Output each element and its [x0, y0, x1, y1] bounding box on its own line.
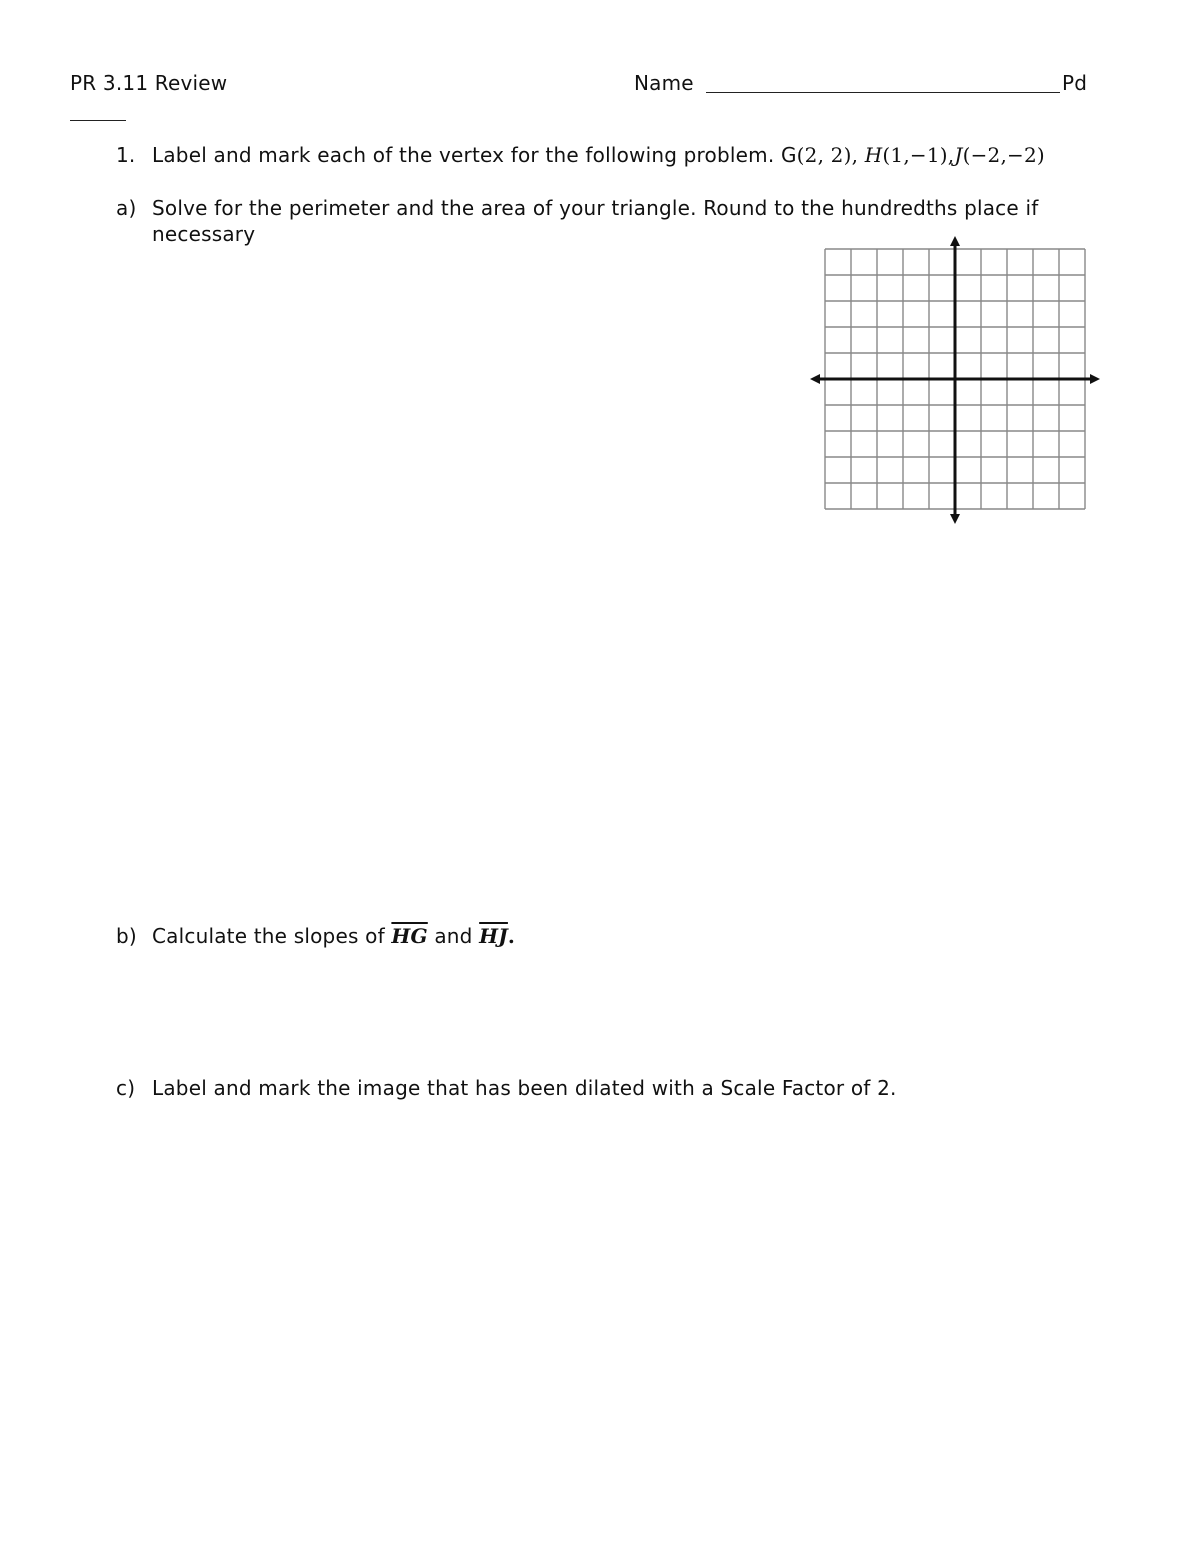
x-axis-right-arrow: [1090, 374, 1100, 384]
name-blank-line: [706, 92, 1060, 93]
segment-hg: $\overline{HG}$: [391, 924, 428, 948]
part-c-label: c): [116, 1076, 136, 1100]
part-c-text: Label and mark the image that has been dilated with a Scale Factor of 2.: [152, 1076, 897, 1100]
x-axis-left-arrow: [810, 374, 820, 384]
part-b-label: b): [116, 924, 137, 948]
question-instruction: Label and mark each of the vertex for the following problem.: [152, 143, 775, 167]
y-axis-up-arrow: [950, 236, 960, 246]
point-g: G(2, 2): [780, 143, 852, 167]
period-label: Pd: [1062, 71, 1088, 95]
point-h: H(1,−1): [864, 143, 948, 167]
part-a-label: a): [116, 196, 137, 220]
period-blank-line: [70, 120, 126, 121]
name-label: Name: [634, 71, 694, 95]
part-b-text: Calculate the slopes of $\overline{HG}$ and $\overline{HJ}$.: [152, 924, 516, 948]
segment-hj: $\overline{HJ}$: [479, 924, 508, 948]
question-number: 1.: [116, 143, 136, 167]
part-a-text: Solve for the perimeter and the area of your triangle. Round to the hundredths place if necessary: [152, 196, 1039, 246]
point-j: J(−2,−2): [954, 143, 1045, 167]
worksheet-title: PR 3.11 Review: [70, 71, 228, 95]
coordinate-grid: [808, 236, 1102, 524]
question-text: Label and mark each of the vertex for the following problem. G(2, 2), H(1,−1),J(−2,−2): [152, 143, 1045, 167]
y-axis-down-arrow: [950, 514, 960, 524]
